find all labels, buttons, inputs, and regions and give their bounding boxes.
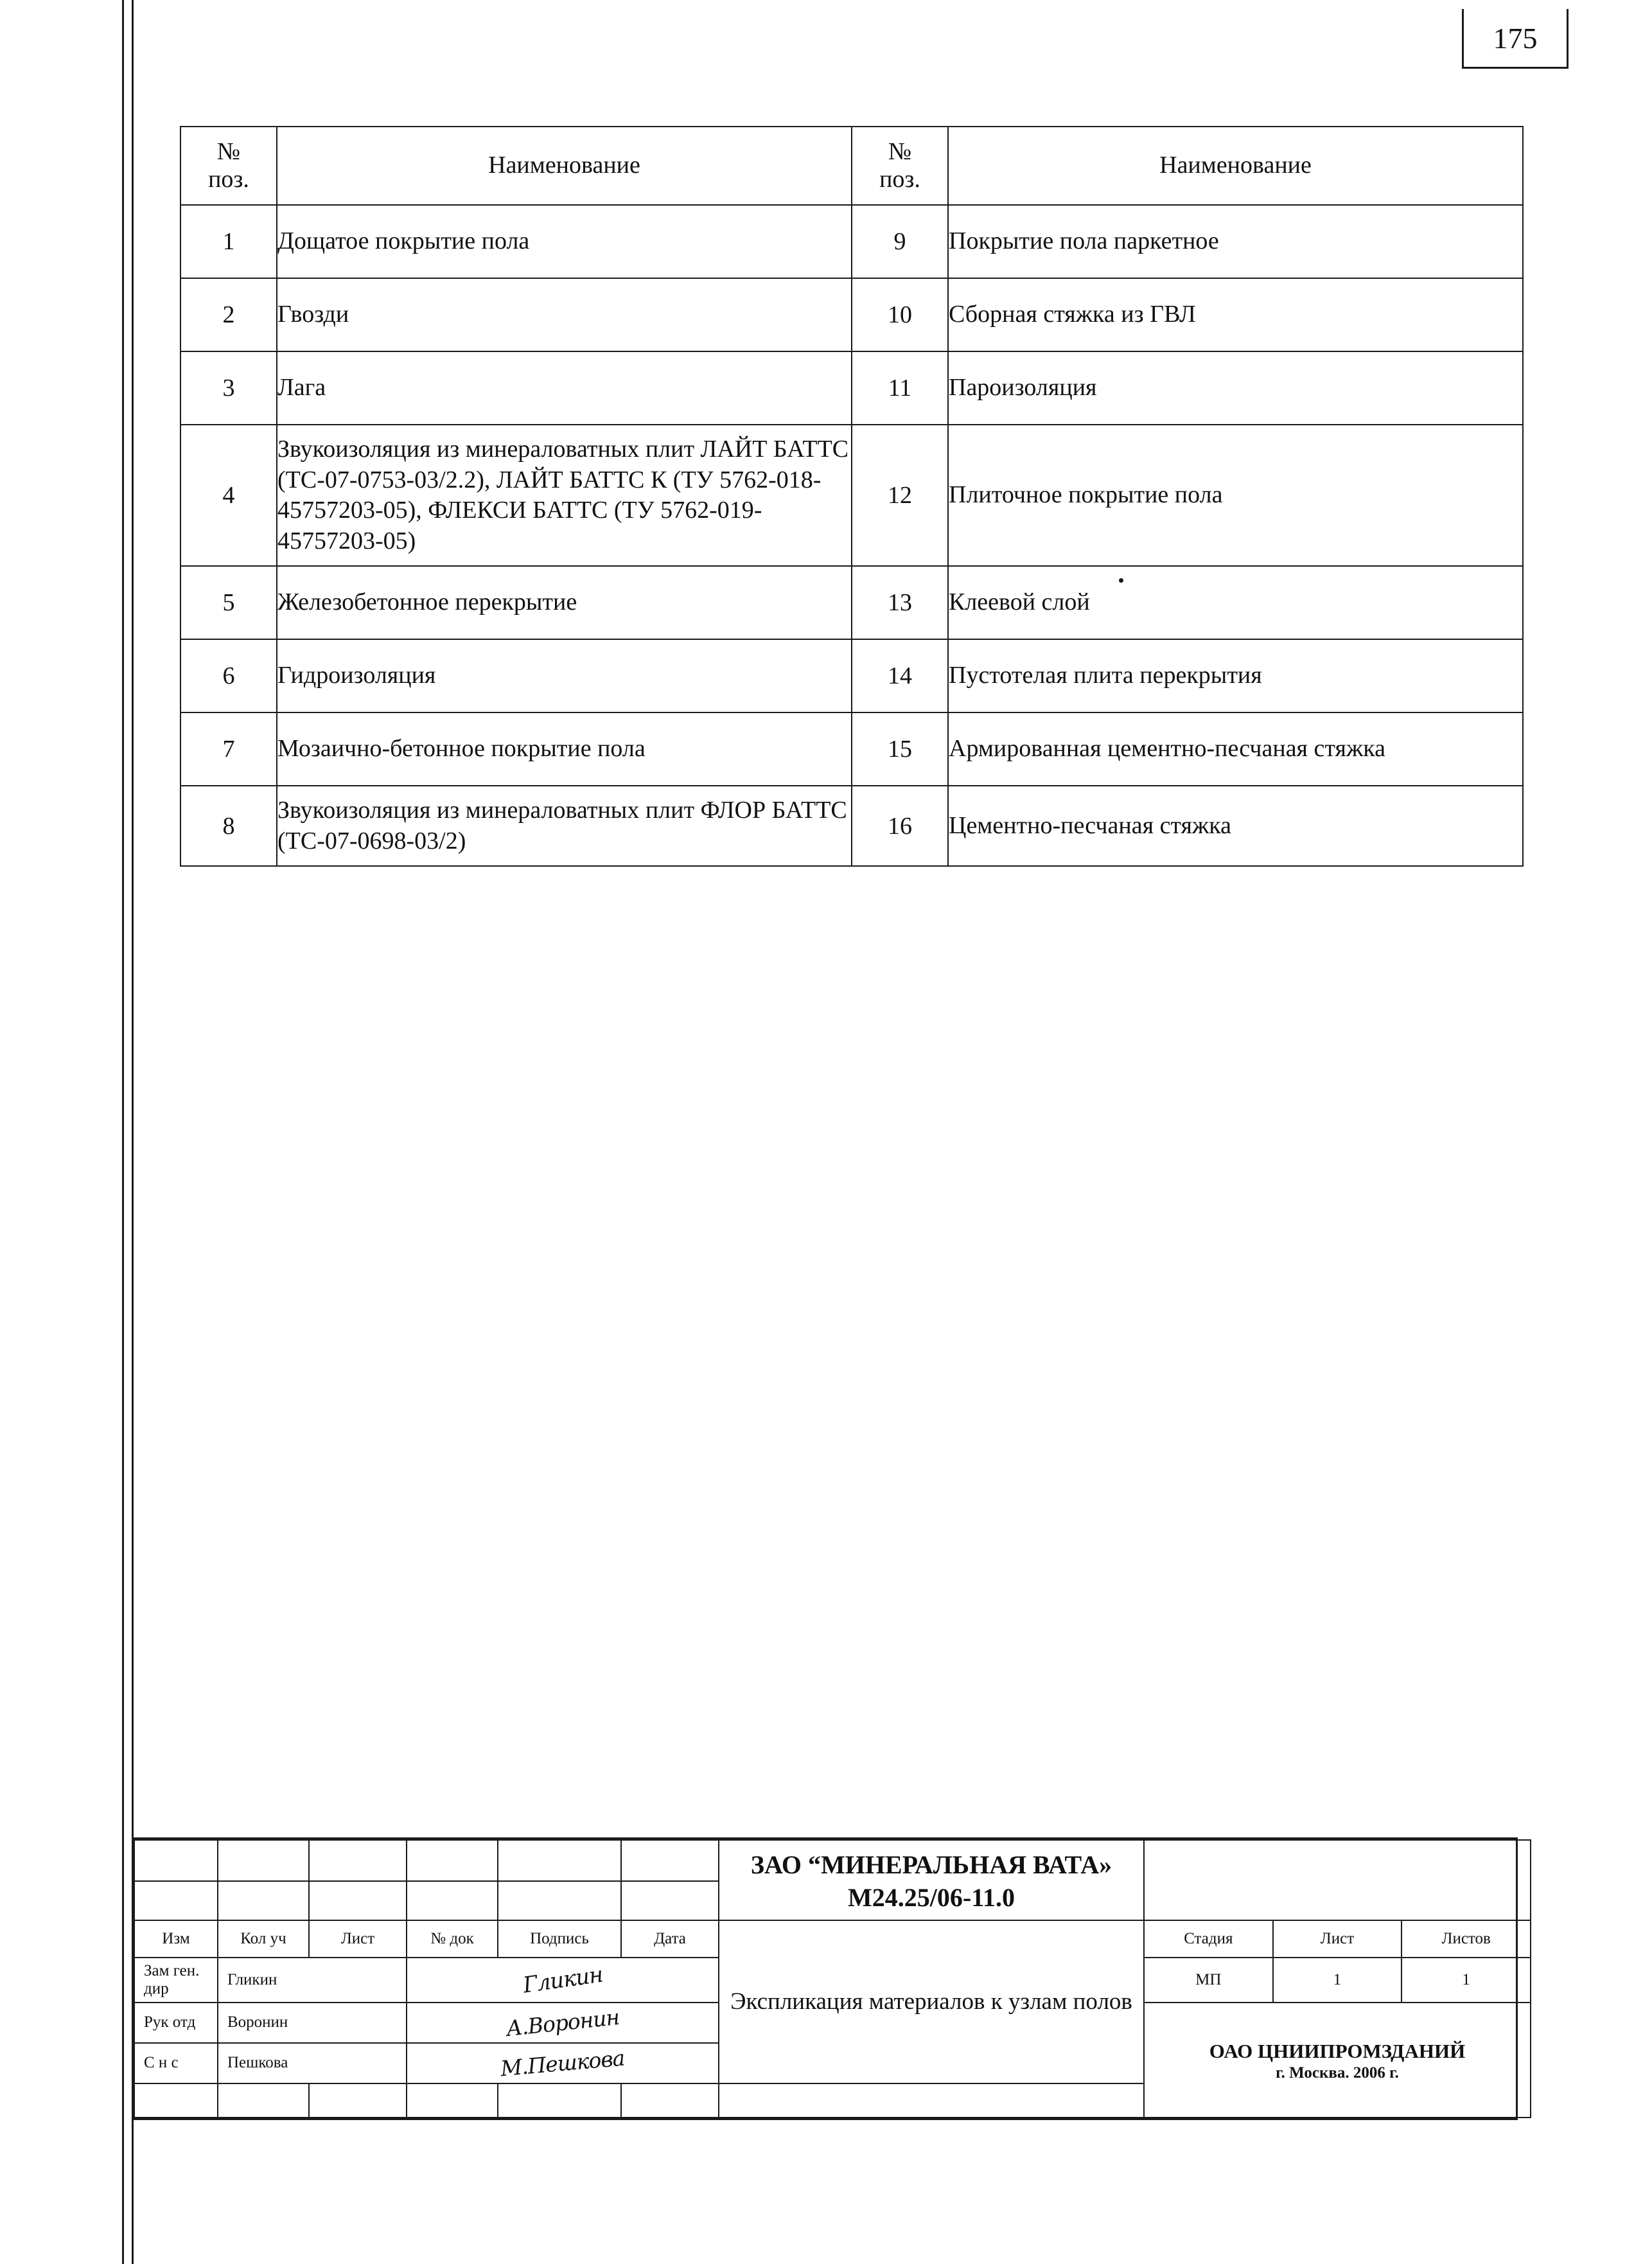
stamp-role: Рук отд (134, 2003, 218, 2043)
stamp-col-podpis: Подпись (498, 1920, 621, 1958)
company-code: М24.25/06-11.0 (848, 1882, 1015, 1912)
stamp-empty-cell (498, 1840, 621, 1881)
header-name-left: Наименование (277, 127, 852, 205)
org-name: ОАО ЦНИИПРОМЗДАНИЙ (1209, 2039, 1466, 2062)
stamp-col-izm: Изм (134, 1920, 218, 1958)
stamp-role: Зам ген. дир (134, 1958, 218, 2003)
company-header-cell (719, 1840, 1144, 1920)
row-name: Сборная стяжка из ГВЛ (948, 278, 1523, 351)
stamp-empty-cell (621, 1840, 719, 1881)
signature-peshkova: М.Пешкова (500, 2045, 626, 2082)
row-num: 16 (852, 786, 948, 866)
row-name: Покрытие пола паркетное (948, 205, 1523, 278)
row-num: 2 (180, 278, 277, 351)
stamp-empty-cell (621, 1881, 719, 1920)
stamp-header-listov: Листов (1402, 1920, 1531, 1958)
header-num-symbol-left: № (216, 137, 241, 165)
row-name: Лага (277, 351, 852, 425)
title-block (132, 1837, 1518, 2120)
row-name: Мозаично-бетонное покрытие пола (277, 712, 852, 786)
row-num: 15 (852, 712, 948, 786)
stamp-col-list: Лист (309, 1920, 407, 1958)
row-num: 4 (180, 425, 277, 566)
table-row (180, 566, 1523, 639)
materials-table (180, 126, 1524, 867)
stamp-person-name: Пешкова (218, 2043, 407, 2083)
stamp-header-stadiya: Стадия (1144, 1920, 1273, 1958)
stamp-empty-cell (218, 1881, 309, 1920)
stamp-empty-cell (134, 1840, 218, 1881)
stamp-col-ndok: № док (407, 1920, 498, 1958)
org-cell (1144, 2003, 1531, 2118)
stamp-col-kol-uch: Кол уч (218, 1920, 309, 1958)
row-name: Армированная цементно-песчаная стяжка (948, 712, 1523, 786)
stamp-header-list: Лист (1273, 1920, 1402, 1958)
row-num: 6 (180, 639, 277, 712)
stamp-empty-cell (134, 1881, 218, 1920)
stray-dot-mark (1119, 578, 1123, 583)
stamp-empty-cell (309, 1840, 407, 1881)
row-name: Гвозди (277, 278, 852, 351)
stamp-empty-cell (498, 1881, 621, 1920)
header-num-right (852, 127, 948, 205)
company-title: ЗАО “МИНЕРАЛЬНАЯ ВАТА» (750, 1850, 1112, 1879)
row-num: 3 (180, 351, 277, 425)
stamp-person-name: Воронин (218, 2003, 407, 2043)
header-name-right: Наименование (948, 127, 1523, 205)
table-row (180, 425, 1523, 566)
header-num-symbol-right: № (888, 137, 912, 165)
stamp-empty-cell (719, 2083, 1144, 2118)
row-name: Пароизоляция (948, 351, 1523, 425)
doc-title-cell (719, 1920, 1144, 2083)
signature-glikin: Гликин (521, 1961, 604, 1999)
stamp-value-list: 1 (1273, 1958, 1402, 2003)
row-num: 11 (852, 351, 948, 425)
row-name: Звукоизоляция из минераловатных плит ФЛОР БАТТС (ТС-07-0698-03/2) (277, 786, 852, 866)
row-name: Цементно-песчаная стяжка (948, 786, 1523, 866)
row-name: Звукоизоляция из минераловатных плит ЛАЙТ БАТТС (ТС-07-0753-03/2.2), ЛАЙТ БАТТС К (ТУ 5762-018-45757203-05), ФЛЕКСИ БАТТС (ТУ 5762-019-45757203-05) (277, 425, 852, 566)
stamp-empty-cell (498, 2083, 621, 2118)
table-row (180, 351, 1523, 425)
stamp-signature (407, 1958, 719, 2003)
row-num: 13 (852, 566, 948, 639)
stamp-empty-cell (134, 2083, 218, 2118)
row-num: 9 (852, 205, 948, 278)
row-num: 14 (852, 639, 948, 712)
table-header-row (180, 127, 1523, 205)
row-num: 1 (180, 205, 277, 278)
stamp-empty-cell (407, 2083, 498, 2118)
stamp-empty-cell (621, 2083, 719, 2118)
table-row (180, 786, 1523, 866)
header-num-word-left: поз. (208, 166, 249, 193)
signature-voronin: А.Воронин (505, 2004, 620, 2041)
stamp-empty-cell (407, 1881, 498, 1920)
header-num-word-right: поз. (879, 166, 920, 193)
org-city: г. Москва. 2006 г. (1276, 2064, 1399, 2082)
row-num: 10 (852, 278, 948, 351)
header-num-left (180, 127, 277, 205)
stamp-value-stadiya: МП (1144, 1958, 1273, 2003)
stamp-empty-cell (309, 1881, 407, 1920)
row-name: Клеевой слой (948, 566, 1523, 639)
row-name: Дощатое покрытие пола (277, 205, 852, 278)
stamp-empty-cell (407, 1840, 498, 1881)
row-num: 7 (180, 712, 277, 786)
stamp-empty-cell (218, 1840, 309, 1881)
table-row (180, 712, 1523, 786)
row-num: 5 (180, 566, 277, 639)
row-num: 12 (852, 425, 948, 566)
row-name: Пустотелая плита перекрытия (948, 639, 1523, 712)
stamp-empty-cell (309, 2083, 407, 2118)
doc-title: Экспликация материалов к узлам полов (730, 1988, 1132, 2015)
stamp-value-listov: 1 (1402, 1958, 1531, 2003)
table-row (180, 205, 1523, 278)
table-row (180, 639, 1523, 712)
stamp-role: С н с (134, 2043, 218, 2083)
row-name: Плиточное покрытие пола (948, 425, 1523, 566)
stamp-signature (407, 2043, 719, 2083)
stamp-signature (407, 2003, 719, 2043)
stamp-empty-cell (1144, 1840, 1531, 1920)
page-number: 175 (1493, 21, 1538, 55)
row-name: Железобетонное перекрытие (277, 566, 852, 639)
stamp-empty-cell (218, 2083, 309, 2118)
row-num: 8 (180, 786, 277, 866)
stamp-person-name: Гликин (218, 1958, 407, 2003)
stamp-col-data: Дата (621, 1920, 719, 1958)
row-name: Гидроизоляция (277, 639, 852, 712)
table-row (180, 278, 1523, 351)
